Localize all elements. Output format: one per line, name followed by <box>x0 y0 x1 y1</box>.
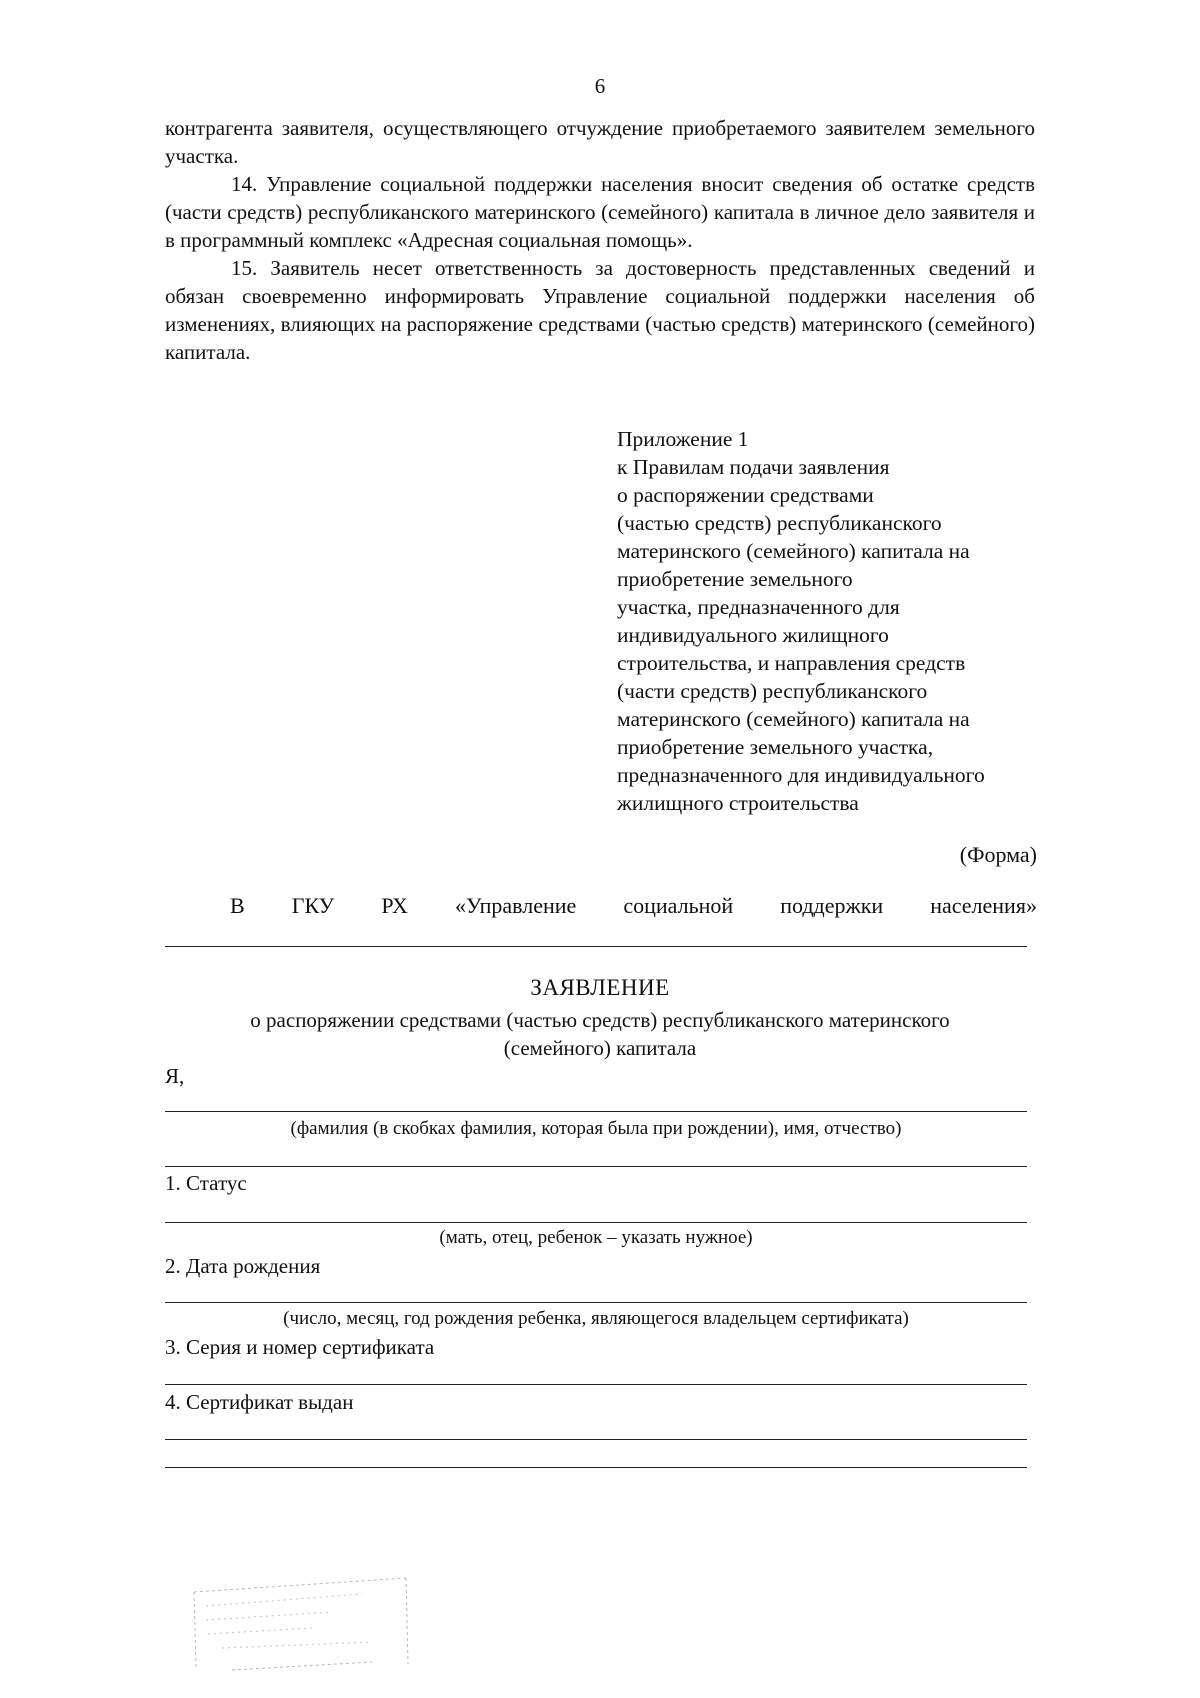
birth-label: 2. Дата рождения <box>165 1254 321 1278</box>
name-field-line[interactable] <box>165 1111 1027 1112</box>
name-hint: (фамилия (в скобках фамилия, которая была при рождении), имя, отчество) <box>290 1118 902 1139</box>
paragraph-14: 14. Управление социальной поддержки населения вносит сведения об остатке средств (части средств) республиканского материнского (семейного) капитала в личное дело заявителя и в программный комплекс «Адресная социальная помощь». <box>165 172 1035 252</box>
appendix-line: материнского (семейного) капитала на <box>617 539 970 563</box>
page-number: 6 <box>594 74 606 98</box>
issued-field-line[interactable] <box>165 1439 1027 1440</box>
appendix-line: приобретение земельного участка, <box>617 735 934 759</box>
addressee-word: ГКУ <box>291 893 335 918</box>
status-hint: (мать, отец, ребенок – указать нужное) <box>439 1227 753 1248</box>
appendix-line: о распоряжении средствами <box>617 483 874 507</box>
form-subtitle <box>160 1006 1040 1062</box>
appendix-line: приобретение земельного <box>617 567 853 591</box>
appendix-line: жилищного строительства <box>617 791 859 815</box>
appendix-header <box>617 425 1047 817</box>
form-subtitle-line: о распоряжении средствами (частью средств) республиканского материнского <box>250 1008 950 1032</box>
appendix-line: строительства, и направления средств <box>617 651 966 675</box>
form-label: (Форма) <box>959 842 1037 867</box>
addressee-word: поддержки <box>780 893 884 918</box>
issued-field-line-2[interactable] <box>165 1467 1027 1468</box>
appendix-line: участка, предназначенного для <box>617 595 900 619</box>
form-subtitle-line: (семейного) капитала <box>503 1036 697 1060</box>
paragraph-13-end: контрагента заявителя, осуществляющего отчуждение приобретаемого заявителем земельного участка. <box>165 116 1035 168</box>
status-label: 1. Статус <box>165 1171 247 1195</box>
birth-hint: (число, месяц, год рождения ребенка, являющегося владельцем сертификата) <box>283 1308 909 1329</box>
paragraph-15: 15. Заявитель несет ответственность за достоверность представленных сведений и обязан своевременно информировать Управление социальной поддержки населения об изменениях, влияющих на распоряжение средствами (частью средств) материнского (семейного) капитала. <box>165 256 1035 364</box>
appendix-line: к Правилам подачи заявления <box>617 455 890 479</box>
appendix-line: (части средств) республиканского <box>617 679 928 703</box>
form-title: ЗАЯВЛЕНИЕ <box>530 975 670 1000</box>
appendix-line: индивидуального жилищного <box>617 623 889 647</box>
addressee-word: РХ <box>381 893 408 918</box>
addressee-word: «Управление <box>454 893 577 918</box>
addressee-word: социальной <box>623 893 734 918</box>
addressee-line <box>230 893 1037 919</box>
appendix-line: материнского (семейного) капитала на <box>617 707 970 731</box>
name-field-line-2[interactable] <box>165 1166 1027 1167</box>
addressee-underline <box>165 946 1027 947</box>
appendix-line: (частью средств) республиканского <box>617 511 942 535</box>
status-field-line[interactable] <box>165 1222 1027 1223</box>
addressee-word: В <box>230 893 245 918</box>
cert-label: 3. Серия и номер сертификата <box>165 1335 435 1359</box>
appendix-line: Приложение 1 <box>617 427 749 451</box>
faded-stamp-icon <box>192 1572 410 1672</box>
appendix-line: предназначенного для индивидуального <box>617 763 985 787</box>
addressee-word: населения» <box>930 893 1037 918</box>
i-label: Я, <box>165 1064 185 1088</box>
issued-label: 4. Сертификат выдан <box>165 1390 354 1414</box>
body-text <box>165 114 1035 366</box>
cert-field-line[interactable] <box>165 1384 1027 1385</box>
birth-field-line[interactable] <box>165 1302 1027 1303</box>
